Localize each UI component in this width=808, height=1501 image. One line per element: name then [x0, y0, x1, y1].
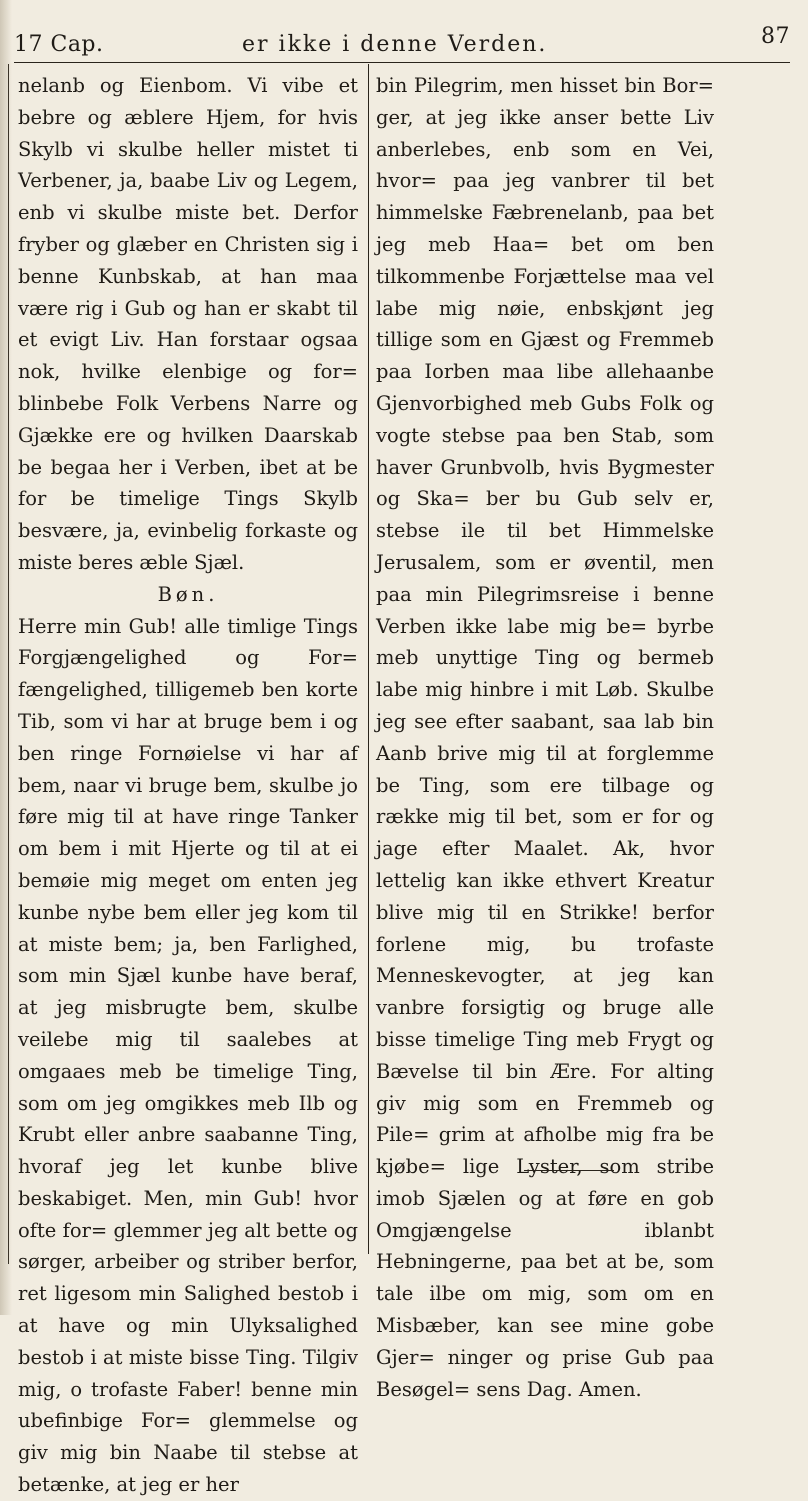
margin-line [8, 64, 9, 1264]
left-column [18, 70, 358, 1501]
end-rule [524, 1170, 614, 1171]
column-divider [368, 64, 369, 1254]
left-paragraph-2: Herre min Gub! alle timlige Tings Forgjængelighed og For= fængelighed, tilligemeb ben korte Tib, som vi har at bruge bem i og ben ringe Fornøielse vi har af bem, naar vi bruge bem, skulbe jo føre mig til at have ringe Tanker om bem i mit Hjerte og til at ei bemøie mig meget om enten jeg kunbe nybe bem eller jeg kom til at miste bem; ja, ben Farlighed, som min Sjæl kunbe have beraf, at jeg misbrugte bem, skulbe veilebe mig til saalebes at omgaaes meb be timelige Ting, som om jeg omgikkes meb Ilb og Krubt eller anbre saabanne Ting, hvoraf jeg let kunbe blive beskabiget. Men, min Gub! hvor ofte for= glemmer jeg alt bette og sørger, arbeiber og striber berfor, ret ligesom min Salighed bestob i at have og min Ulyksalighed bestob i at miste bisse Ting. Tilgiv mig, o trofaste Faber! benne min ubefinbige For= glemmelse og giv mig bin Naabe til stebse at betænke, at jeg er her [18, 614, 358, 1497]
page-number: 87 [761, 24, 790, 49]
binding-shadow [0, 0, 12, 1315]
running-title: er ikke i denne Verden. [242, 32, 548, 57]
prayer-heading: Bøn. [157, 582, 219, 606]
right-column [376, 70, 714, 1405]
header-rule [14, 62, 790, 63]
chapter-label: 17 Cap. [14, 32, 104, 57]
left-paragraph-1: nelanb og Eienbom. Vi vibe et bebre og æblere Hjem, for hvis Skylb vi skulbe heller mistet ti Verbener, ja, baabe Liv og Legem, enb vi skulbe miste bet. Derfor fryber og glæber en Christen sig i benne Kunbskab, at han maa være rig i Gub og han er skabt til et evigt Liv. Han forstaar ogsaa nok, hvilke elenbige og for= blinbebe Folk Verbens Narre og Gjække ere og hvilken Daarskab be begaa her i Verben, ibet at be for be timelige Tings Skylb besvære, ja, evinbelig forkaste og miste beres æble Sjæl. [18, 74, 358, 574]
right-paragraph-1: bin Pilegrim, men hisset bin Bor= ger, at jeg ikke anser bette Liv anberlebes, enb som en Vei, hvor= paa jeg vanbrer til bet himmelske Fæbrenelanb, paa bet jeg meb Haa= bet om ben tilkommenbe Forjættelse maa vel labe mig nøie, enbskjønt jeg tillige som en Gjæst og Fremmeb paa Iorben maa libe allehaanbe Gjenvorbighed meb Gubs Folk og vogte stebse paa ben Stab, som haver Grunbvolb, hvis Bygmester og Ska= ber bu Gub selv er, stebse ile til bet Himmelske Jerusalem, som er øventil, men paa min Pilegrimsreise i benne Verben ikke labe mig be= byrbe meb unyttige Ting og bermeb labe mig hinbre i mit Løb. Skulbe jeg see efter saabant, saa lab bin Aanb brive mig til at forglemme be Ting, som ere tilbage og række mig til bet, som er for og jage efter Maalet. Ak, hvor lettelig kan ikke ethvert Kreatur blive mig til en Strikke! berfor forlene mig, bu trofaste Menneskevogter, at jeg kan vanbre forsigtig og bruge alle bisse timelige Ting meb Frygt og Bævelse til bin Ære. For alting giv mig som en Fremmeb og Pile= grim at afholbe mig fra be kjøbe= lige Lyster, som stribe imob Sjælen og at føre en gob Omgjængelse iblanbt Hebningerne, paa bet at be, som tale ilbe om mig, som om en Misbæber, kan see mine gobe Gjer= ninger og prise Gub paa Besøgel= sens Dag. Amen. [376, 74, 714, 1401]
page-header [14, 24, 790, 60]
